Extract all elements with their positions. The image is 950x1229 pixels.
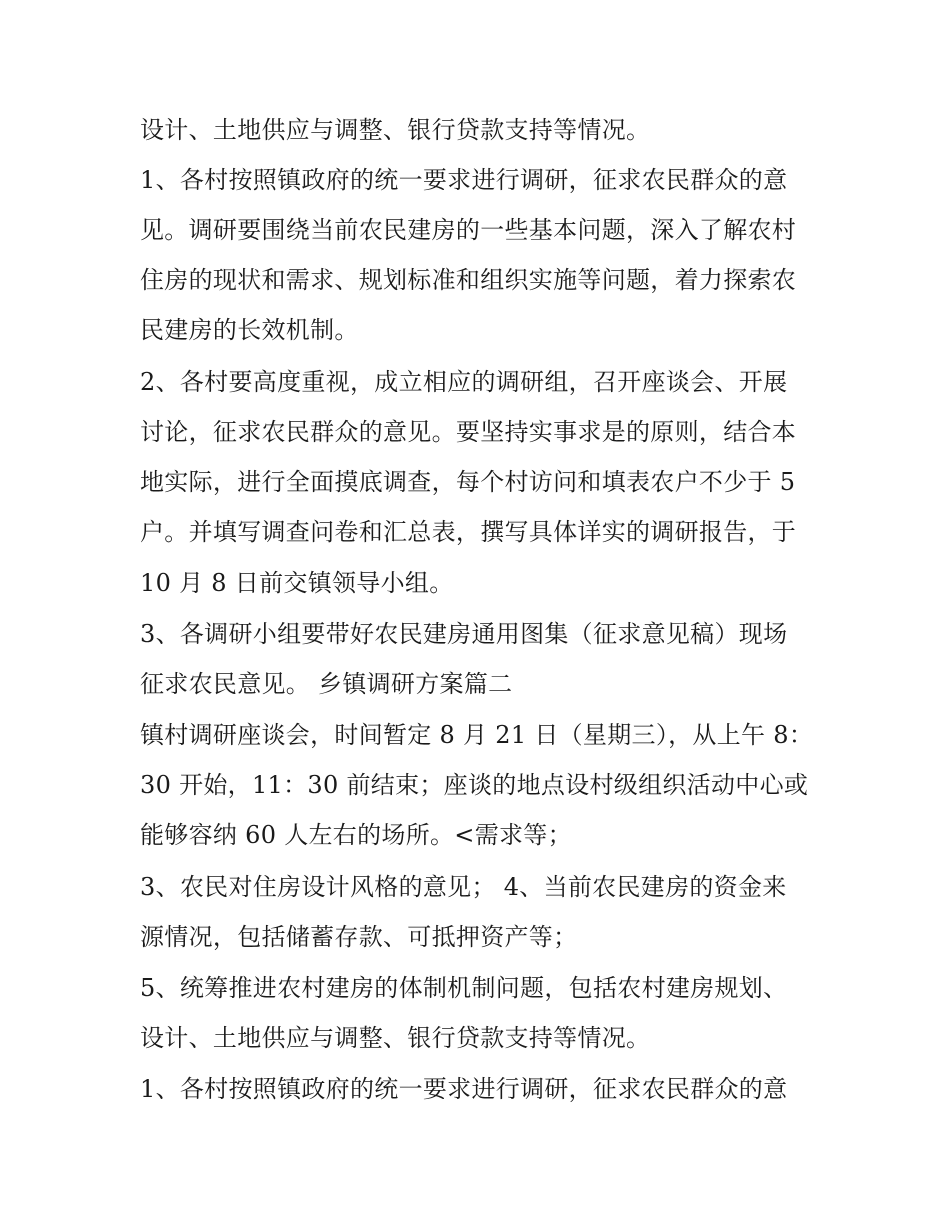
- text-line: 见。调研要围绕当前农民建房的一些基本问题，深入了解农村: [140, 216, 797, 244]
- text-line: 户。并填写调查问卷和汇总表，撰写具体详实的调研报告，于: [140, 518, 797, 546]
- text-line: 30 开始，11：30 前结束；座谈的地点设村级组织活动中心或: [140, 771, 809, 799]
- text-line: 住房的现状和需求、规划标准和组织实施等问题，着力探索农: [140, 266, 797, 294]
- text-line: 民建房的长效机制。: [140, 316, 359, 344]
- text-line: 能够容纳 60 人左右的场所。<需求等；: [140, 821, 572, 849]
- text-line: 地实际，进行全面摸底调查，每个村访问和填表农户不少于 5: [140, 468, 796, 496]
- text-line: 设计、土地供应与调整、银行贷款支持等情况。: [140, 1024, 651, 1052]
- text-line: 镇村调研座谈会，时间暂定 8 月 21 日（星期三），从上午 8：: [140, 721, 814, 749]
- text-line: 10 月 8 日前交镇领导小组。: [140, 569, 454, 597]
- text-line: 5、统筹推进农村建房的体制机制问题，包括农村建房规划、: [140, 974, 788, 1002]
- text-line: 1、各村按照镇政府的统一要求进行调研，征求农民群众的意: [140, 166, 788, 194]
- text-line: 征求农民意见。 乡镇调研方案篇二: [140, 670, 513, 698]
- text-line: 2、各村要高度重视，成立相应的调研组，召开座谈会、开展: [140, 368, 788, 396]
- text-line: 源情况，包括储蓄存款、可抵押资产等；: [140, 923, 578, 951]
- text-line: 3、各调研小组要带好农民建房通用图集（征求意见稿）现场: [140, 620, 788, 648]
- text-line: 1、各村按照镇政府的统一要求进行调研，征求农民群众的意: [140, 1075, 788, 1103]
- text-line: 讨论，征求农民群众的意见。要坚持实事求是的原则，结合本: [140, 418, 797, 446]
- text-line: 设计、土地供应与调整、银行贷款支持等情况。: [140, 116, 651, 144]
- text-line: 3、农民对住房设计风格的意见； 4、当前农民建房的资金来: [140, 873, 787, 901]
